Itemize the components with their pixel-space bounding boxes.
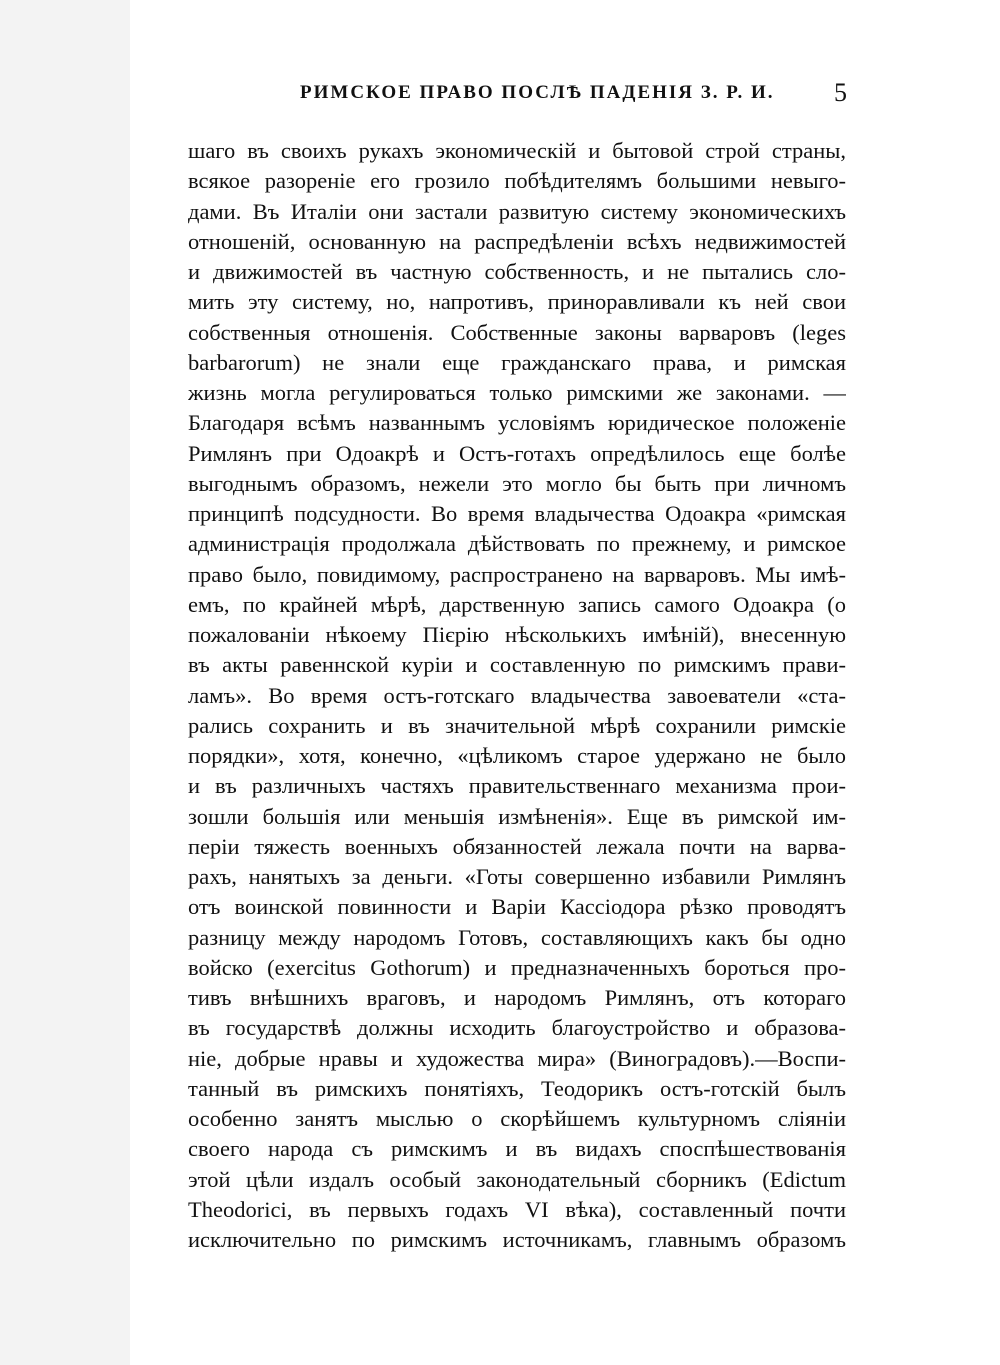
text-line: своего народа съ римскимъ и въ видахъ споспѣшествованія (188, 1136, 846, 1162)
text-line: Римлянъ при Одоакрѣ и Остъ-готахъ опредѣлилось еще болѣе (188, 440, 846, 466)
text-line: рахъ, нанятыхъ за деньги. «Готы совершенно избавили Римлянъ (188, 864, 846, 889)
text-line: въ государствѣ должны исходить благоустройство и образова- (188, 1015, 846, 1041)
text-line: выгоднымъ образомъ, нежели это могло бы быть при личномъ (188, 470, 846, 496)
text-line: зошли большія или меньшія измѣненія». Еще въ римской им- (188, 803, 846, 829)
text-line: исключительно по римскимъ источникамъ, главнымъ образомъ (188, 1227, 846, 1252)
text-line: ламъ». Во время остъ-готскаго владычества завоеватели «ста- (188, 682, 846, 708)
text-line: шаго въ своихъ рукахъ экономическій и бытовой строй страны, (188, 138, 846, 163)
text-line: этой цѣли издалъ особый законодательный сборникъ (Edictum (188, 1166, 846, 1192)
text-line: порядки», хотя, конечно, «цѣликомъ старое удержано не было (188, 743, 846, 768)
text-line: barbarorum) не знали еще гражданскаго права, и римская (188, 349, 846, 375)
text-line: разницу между народомъ Готовъ, составляющихъ какъ бы одно (188, 924, 846, 950)
text-line: рались сохранить и въ значительной мѣрѣ сохранили римскіе (188, 712, 846, 738)
text-line: принципѣ подсудности. Во время владычества Одоакра «римская (188, 501, 846, 526)
text-line: собственныя отношенія. Собственные законы варваровъ (leges (188, 319, 846, 345)
text-line: Theodorici, въ первыхъ годахъ VI вѣка), составленный почти (188, 1196, 846, 1222)
text-line: жизнь могла регулироваться только римскими же законами. — (188, 380, 846, 405)
text-line: всякое разореніе его грозило побѣдителямъ большими невыго- (188, 168, 846, 194)
running-head: РИМСКОЕ ПРАВО ПОСЛѢ ПАДЕНІЯ З. Р. И. (300, 82, 775, 103)
text-line: танный въ римскихъ понятіяхъ, Теодорикъ остъ-готскій былъ (188, 1075, 846, 1101)
text-line: особенно занятъ мыслью о скорѣйшемъ культурномъ сліяніи (188, 1106, 846, 1131)
text-line: пожалованіи нѣкоему Пієрію нѣсколькихъ имѣній), внесенную (188, 622, 846, 647)
text-line: администрація продолжала дѣйствовать по прежнему, и римское (188, 531, 846, 557)
text-line: отношеній, основанную на распредѣленіи всѣхъ недвижимостей (188, 228, 846, 254)
text-line: Благодаря всѣмъ названнымъ условіямъ юридическое положеніе (188, 410, 846, 436)
text-line: въ акты равеннской куріи и составленную по римскимъ прави- (188, 652, 846, 678)
text-line: ніе, добрые нравы и художества мира» (Виноградовъ).—Воспи- (188, 1045, 846, 1071)
page-number: 5 (834, 78, 847, 107)
text-line: и движимостей въ частную собственность, и не пытались сло- (188, 259, 846, 284)
text-line: отъ воинской повинности и Варіи Кассіодора рѣзко проводятъ (188, 894, 846, 920)
text-line: и въ различныхъ частяхъ правительственнаго механизма прои- (188, 773, 846, 799)
text-line: емъ, по крайней мѣрѣ, дарственную запись самого Одоакра (о (188, 591, 846, 617)
text-line: дами. Въ Италіи они застали развитую систему экономическихъ (188, 198, 846, 224)
text-line: право было, повидимому, распространено на варваровъ. Мы имѣ- (188, 561, 846, 587)
text-line: періи тяжесть военныхъ обязанностей лежала почти на варва- (188, 833, 846, 859)
body-text (188, 136, 846, 1255)
scan-margin (0, 0, 132, 1365)
text-line: тивъ внѣшнихъ враговъ, и народомъ Римлянъ, отъ котораго (188, 985, 846, 1010)
text-line: войско (exercitus Gothorum) и предназначенныхъ бороться про- (188, 954, 846, 980)
text-line: мить эту систему, но, напротивъ, приноравливали къ ней свои (188, 289, 846, 315)
